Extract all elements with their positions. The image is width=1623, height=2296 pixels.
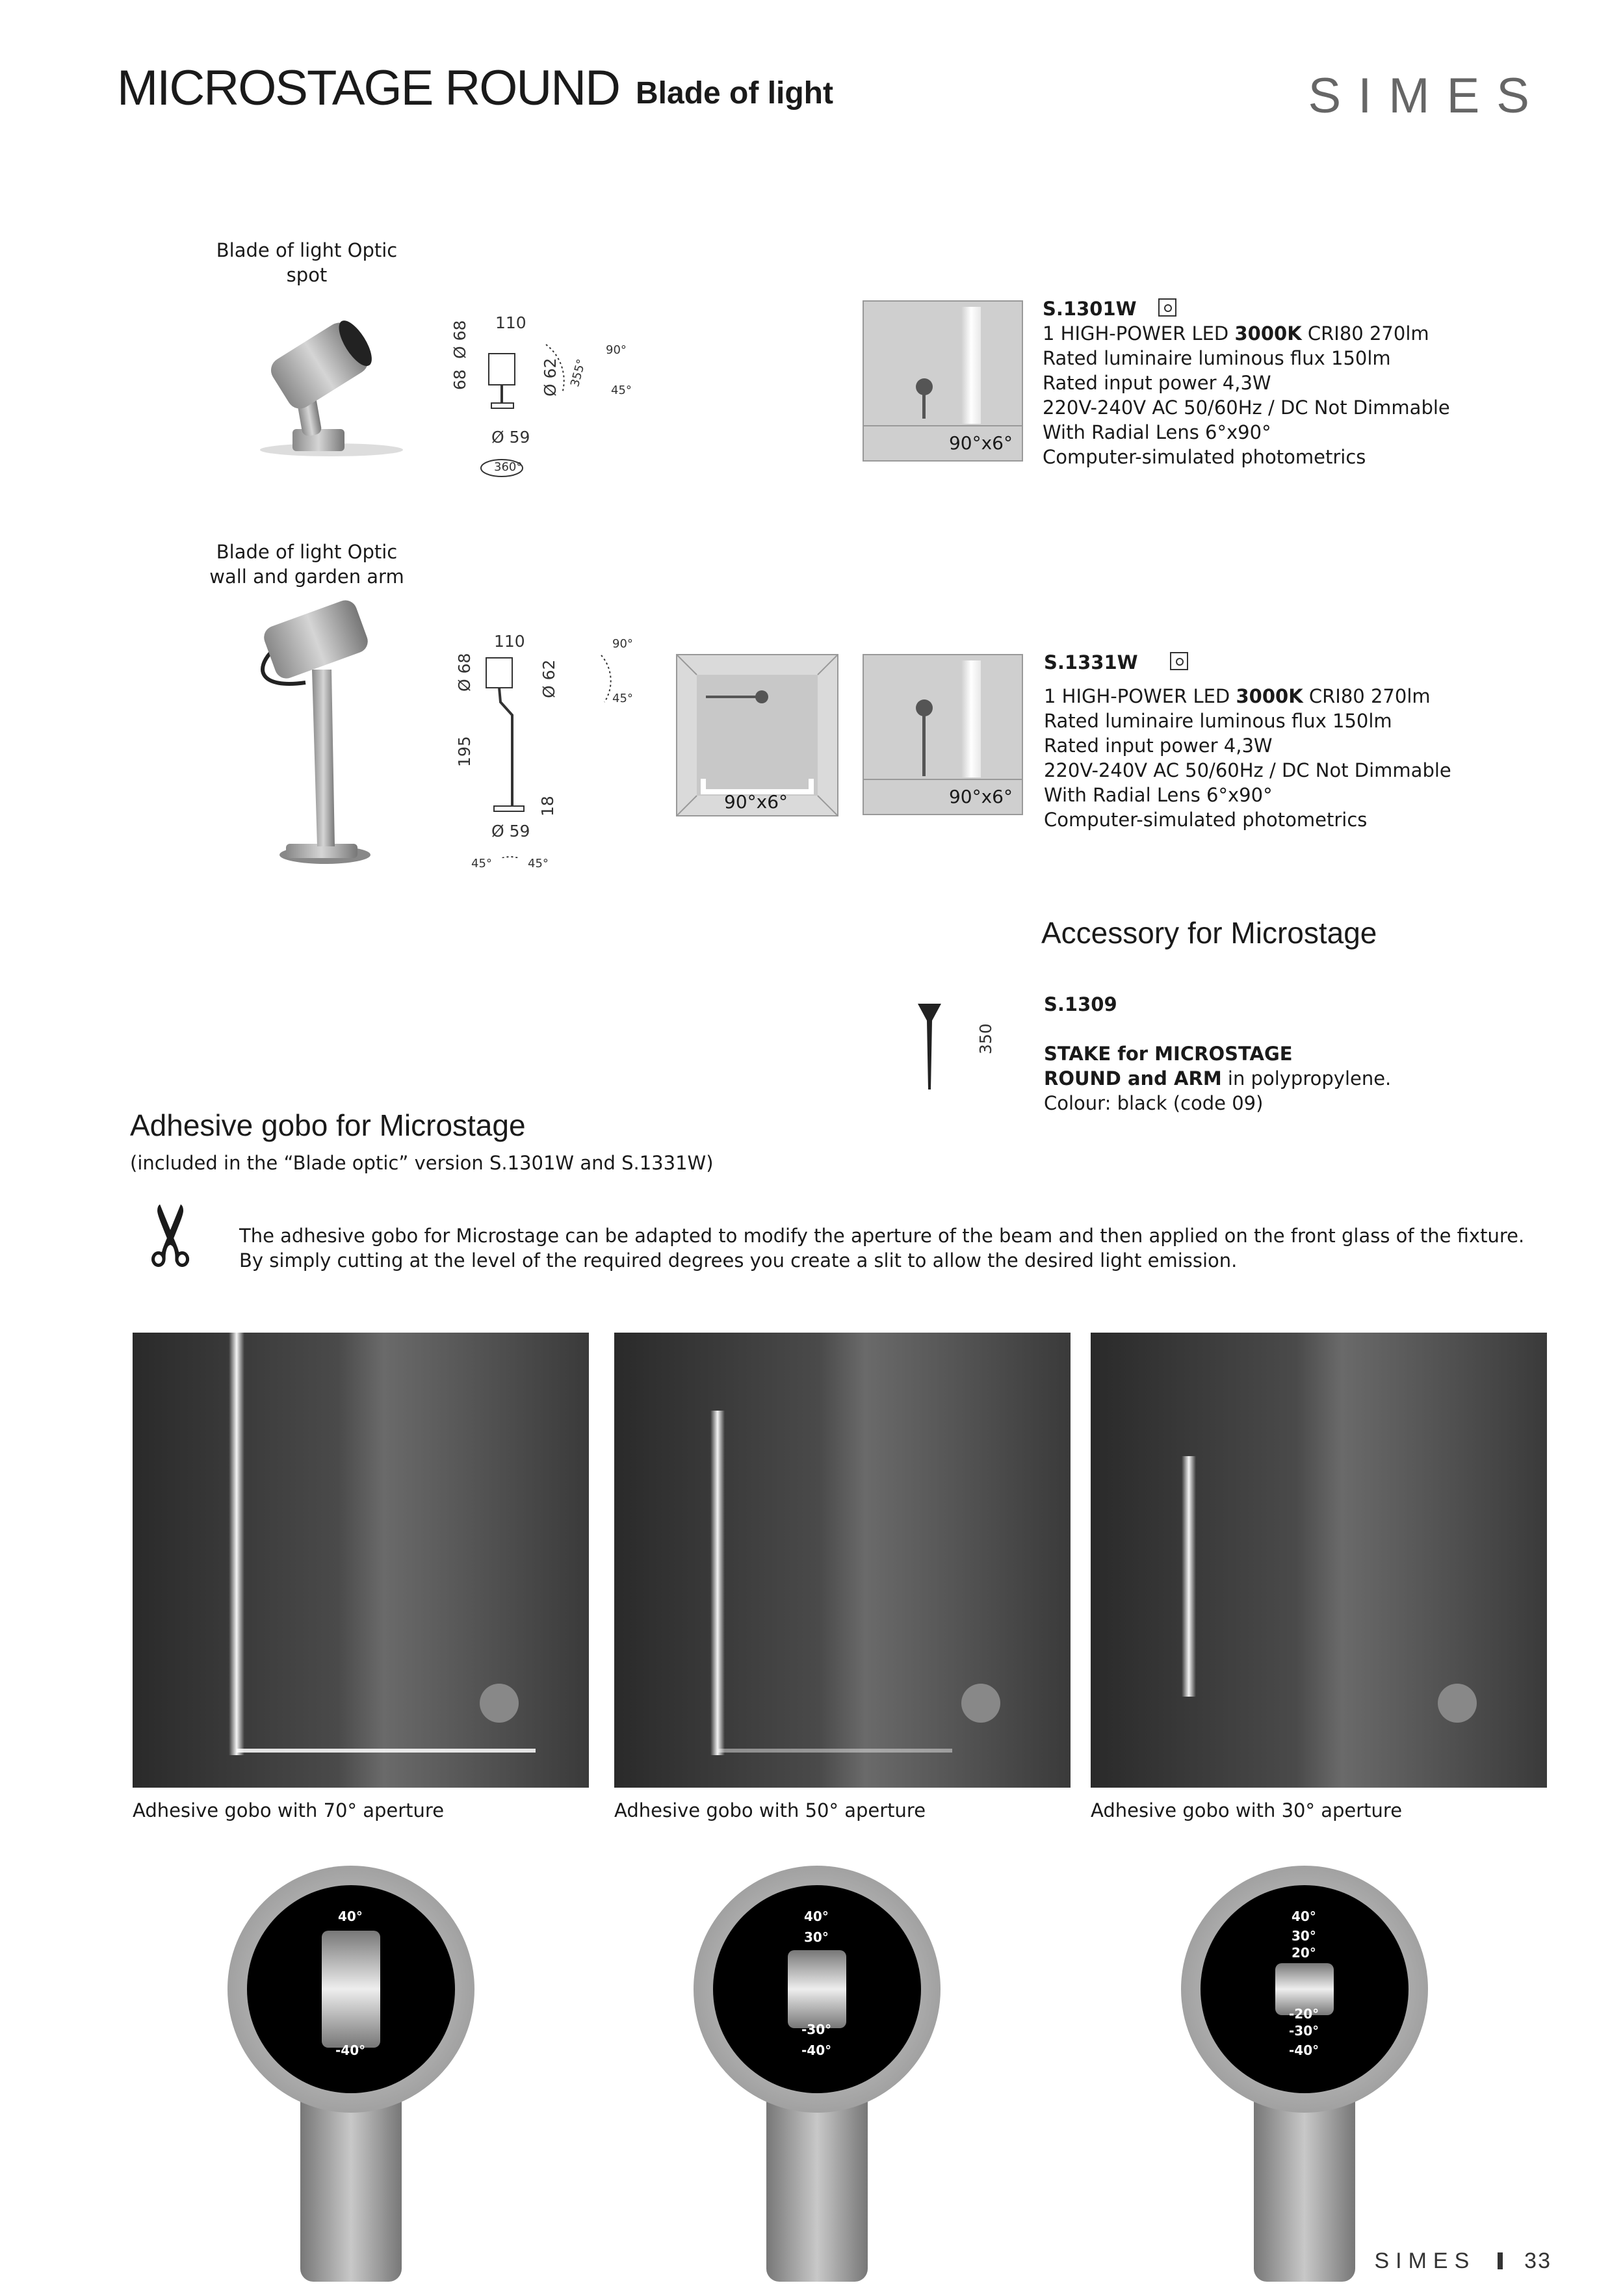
product2-photometrics-note: Computer-simulated photometrics (1044, 809, 1368, 831)
product1-led-a: 1 HIGH-POWER LED (1043, 322, 1235, 345)
gobo-description (239, 1223, 1524, 1273)
product2-photometric-room (676, 654, 838, 816)
gobo-heading: Adhesive gobo for Microstage (130, 1108, 526, 1142)
lens30-bottom-label-2: -30° (1289, 2023, 1319, 2039)
p2-dim-d2: Ø 62 (539, 659, 558, 698)
product2-beam-label-b: 90°x6° (948, 786, 1013, 807)
product2-led-b: CRI80 270lm (1303, 685, 1431, 707)
gobo-photo-50 (614, 1333, 1071, 1788)
gobo-photo-70-caption: Adhesive gobo with 70° aperture (133, 1799, 445, 1821)
product1-beam-label: 90°x6° (948, 432, 1013, 454)
p1-dim-w: 110 (495, 313, 526, 332)
product2-voltage: 220V-240V AC 50/60Hz / DC Not Dimmable (1044, 759, 1451, 781)
accessory-material: in polypropylene. (1221, 1067, 1392, 1089)
gobo-photo-30-caption: Adhesive gobo with 30° aperture (1091, 1799, 1403, 1821)
p1-angle-90: 90° (606, 343, 627, 357)
gobo-photo-70 (133, 1333, 589, 1788)
scissors-icon: ✂ (122, 1199, 222, 1271)
lens30-top-label-2: 30° (1292, 1928, 1316, 1944)
p1-dim-h: 68 (450, 369, 469, 390)
product2-beam-label-a: 90°x6° (724, 791, 788, 813)
lens50-bottom-label-1: -30° (801, 2022, 832, 2037)
footer-divider (1498, 2252, 1503, 2269)
page-number: 33 (1524, 2249, 1552, 2273)
accessory-specs (1044, 992, 1391, 1115)
accessory-code: S.1309 (1044, 993, 1117, 1015)
gobo-photo-50-caption: Adhesive gobo with 50° aperture (614, 1799, 926, 1821)
product2-lens: With Radial Lens 6°x90° (1044, 784, 1273, 806)
product2-caption-line1: Blade of light Optic (216, 541, 398, 563)
gobo-description-line1: The adhesive gobo for Microstage can be adapted to modify the aperture of the beam and then applied on the front glass of the fixture. (239, 1225, 1525, 1247)
product2-power: Rated input power 4,3W (1044, 735, 1273, 757)
product1-spotlight-image (247, 299, 416, 468)
p2-dim-w: 110 (494, 632, 525, 651)
product2-caption (177, 540, 437, 589)
product2-arm-image (247, 598, 390, 871)
p1-dim-base: Ø 59 (491, 428, 530, 447)
accessory-name-line2: ROUND and ARM (1044, 1067, 1222, 1089)
product2-specs (1044, 650, 1451, 832)
product1-photometric (863, 300, 1023, 462)
gobo-lens-30 (1181, 1866, 1428, 2282)
p2-angle-left: 45° (471, 857, 492, 870)
product1-caption-line1: Blade of light Optic (216, 239, 398, 261)
product2-led-a: 1 HIGH-POWER LED (1044, 685, 1236, 707)
page-title: MICROSTAGE ROUND (117, 60, 620, 116)
lens70-top-label: 40° (338, 1909, 363, 1924)
lens30-top-label-1: 40° (1292, 1909, 1316, 1924)
lens30-bottom-label-1: -20° (1289, 2006, 1319, 2022)
product1-led-cct: 3000K (1234, 322, 1302, 345)
product1-led-b: CRI80 270lm (1301, 322, 1429, 345)
p2-angle-45: 45° (612, 692, 633, 705)
gobo-description-line2: By simply cutting at the level of the required degrees you create a slit to allow the desired light emission. (239, 1249, 1238, 1272)
gobo-lens-70 (227, 1866, 474, 2282)
stake-image (916, 1001, 942, 1092)
lens50-top-label-1: 40° (804, 1909, 829, 1924)
p2-angle-90: 90° (612, 637, 633, 651)
product2-flux: Rated luminaire luminous flux 150lm (1044, 710, 1392, 732)
p1-dim-d2: Ø 62 (541, 358, 560, 397)
product1-power: Rated input power 4,3W (1043, 372, 1271, 394)
p1-dim-d1: Ø 68 (450, 320, 469, 359)
product1-code: S.1301W (1043, 298, 1137, 320)
gobo-lens-50 (694, 1866, 941, 2282)
ip-icon (1158, 298, 1176, 317)
p2-dim-foot: 18 (538, 796, 557, 816)
product2-code: S.1331W (1044, 651, 1138, 673)
lens30-top-label-3: 20° (1292, 1945, 1316, 1961)
p2-angle-right: 45° (528, 857, 549, 870)
ip-icon (1170, 652, 1188, 670)
p2-dim-base: Ø 59 (491, 822, 530, 841)
product1-photometrics-note: Computer-simulated photometrics (1043, 446, 1366, 468)
gobo-note: (included in the “Blade optic” version S.1301W and S.1331W) (130, 1152, 714, 1174)
product1-voltage: 220V-240V AC 50/60Hz / DC Not Dimmable (1043, 397, 1450, 419)
accessory-heading: Accessory for Microstage (1041, 916, 1377, 950)
product1-caption (177, 238, 437, 287)
accessory-name-line1: STAKE for MICROSTAGE (1044, 1043, 1293, 1065)
page-subtitle: Blade of light (636, 76, 833, 111)
p2-dim-d1: Ø 68 (455, 653, 474, 692)
p1-dim-rot: 360° (494, 460, 523, 474)
product2-led-cct: 3000K (1236, 685, 1303, 707)
accessory-colour: Colour: black (code 09) (1044, 1092, 1264, 1114)
product1-caption-line2: spot (286, 264, 328, 286)
product2-caption-line2: wall and garden arm (209, 566, 404, 588)
lens50-bottom-label-2: -40° (801, 2042, 832, 2058)
footer-brand: SIMES (1374, 2249, 1476, 2273)
p1-angle-45: 45° (611, 384, 632, 397)
lens70-bottom-label: -40° (335, 2042, 366, 2058)
product2-photometric-wall (863, 654, 1023, 815)
page-footer (1374, 2249, 1552, 2274)
lens50-top-label-2: 30° (804, 1929, 829, 1945)
gobo-photo-30 (1091, 1333, 1547, 1788)
stake-length: 350 (976, 1023, 995, 1054)
lens30-bottom-label-3: -40° (1289, 2042, 1319, 2058)
brand-logo: SIMES (1308, 68, 1546, 124)
product1-lens: With Radial Lens 6°x90° (1043, 421, 1271, 443)
p2-dim-h: 195 (455, 736, 474, 767)
p1-dim-tilt: 355° (568, 358, 589, 389)
product1-specs (1043, 296, 1450, 469)
product1-flux: Rated luminaire luminous flux 150lm (1043, 347, 1391, 369)
